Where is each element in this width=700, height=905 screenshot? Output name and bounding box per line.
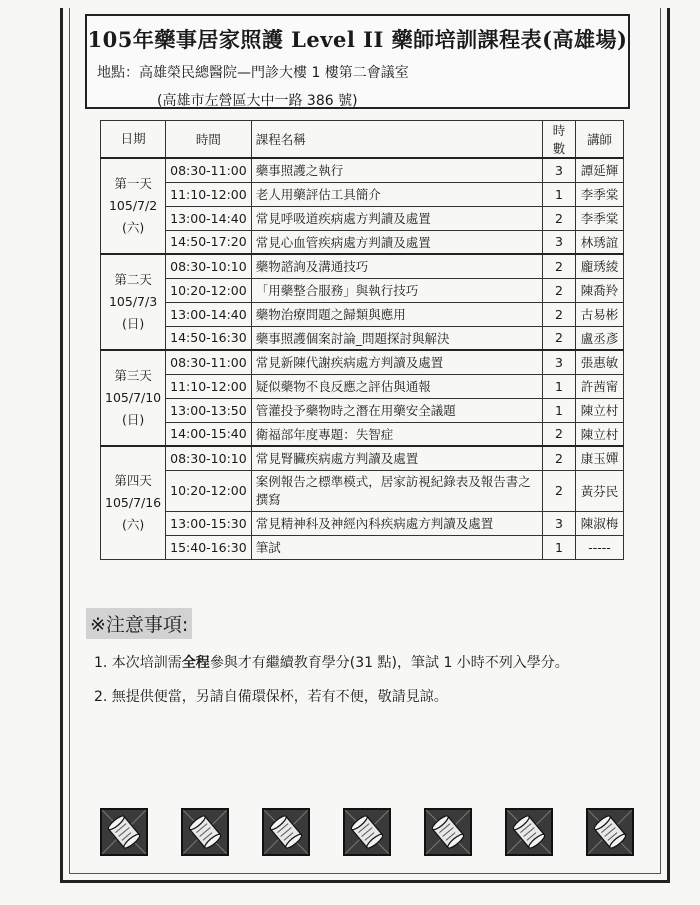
- session-hours: 2: [543, 446, 576, 470]
- session-lecturer: 康玉嬋: [576, 446, 624, 470]
- schedule-table: [100, 120, 624, 560]
- session-hours: 2: [543, 278, 576, 302]
- session-time: 11:10-12:00: [166, 182, 252, 206]
- session-course: 老人用藥評估工具簡介: [251, 182, 542, 206]
- day-group-3: [101, 350, 624, 446]
- address-text: (高雄市左營區大中一路 386 號): [157, 93, 358, 109]
- day-name: 第四天: [114, 472, 152, 488]
- session-time: 14:00-15:40: [166, 422, 252, 446]
- session-hours: 1: [543, 182, 576, 206]
- session-hours: 2: [543, 302, 576, 326]
- table-row: [101, 230, 624, 254]
- day-label: [101, 158, 166, 254]
- header-time: 時間: [166, 121, 252, 159]
- footer-icon-row: [96, 808, 636, 862]
- note-1-emphasis: 全程: [181, 655, 210, 671]
- day-name: 第三天: [114, 368, 152, 383]
- session-time: 15:40-16:30: [166, 535, 252, 559]
- session-time: 13:00-14:40: [166, 206, 252, 230]
- table-row: [101, 374, 624, 398]
- day-label: [101, 254, 166, 350]
- table-row: [101, 398, 624, 422]
- scroll-icon: [586, 808, 634, 856]
- session-lecturer: 古易彬: [576, 302, 624, 326]
- location-text: 地點：高雄榮民總醫院—門診大樓 1 樓第二會議室: [97, 65, 409, 81]
- session-lecturer: 譚延輝: [576, 158, 624, 182]
- session-lecturer: 李季棠: [576, 182, 624, 206]
- table-row: [101, 182, 624, 206]
- scroll-icon: [505, 808, 553, 856]
- session-course: 筆試: [251, 535, 542, 559]
- session-lecturer: 陳立村: [576, 422, 624, 446]
- header-lecturer: 講師: [576, 121, 624, 159]
- table-row: [101, 326, 624, 350]
- session-lecturer: 李季棠: [576, 206, 624, 230]
- session-hours: 1: [543, 535, 576, 559]
- table-row: [101, 446, 624, 470]
- note-1-suffix: 參與才有繼續教育學分(31 點)，筆試 1 小時不列入學分。: [209, 655, 569, 671]
- day-date: 105/7/16: [105, 494, 162, 510]
- table-row: [101, 158, 624, 182]
- session-lecturer: 陳立村: [576, 398, 624, 422]
- scroll-icon: [262, 808, 310, 856]
- table-row: [101, 278, 624, 302]
- session-lecturer: 盧丞彥: [576, 326, 624, 350]
- day-weekday: (六): [121, 220, 145, 235]
- session-course: 常見腎臟疾病處方判讀及處置: [251, 446, 542, 470]
- session-lecturer: -----: [576, 535, 624, 559]
- scroll-icon: [181, 808, 229, 856]
- session-course: 常見心血管疾病處方判讀及處置: [251, 230, 542, 254]
- session-time: 13:00-14:40: [166, 302, 252, 326]
- day-group-1: [101, 158, 624, 254]
- day-name: 第二天: [114, 272, 152, 287]
- day-name: 第一天: [114, 176, 152, 191]
- session-course: 藥事照護之執行: [251, 158, 542, 182]
- note-1-prefix: 1. 本次培訓需: [94, 655, 182, 671]
- session-hours: 1: [543, 374, 576, 398]
- session-time: 13:00-15:30: [166, 511, 252, 535]
- session-time: 08:30-10:10: [166, 254, 252, 278]
- table-row: [101, 422, 624, 446]
- session-time: 14:50-17:20: [166, 230, 252, 254]
- session-course: 藥物治療問題之歸類與應用: [251, 302, 542, 326]
- day-group-2: [101, 254, 624, 350]
- session-lecturer: 陳喬羚: [576, 278, 624, 302]
- session-course: 常見新陳代謝疾病處方判讀及處置: [251, 350, 542, 374]
- day-label: [101, 350, 166, 446]
- table-header-row: [101, 121, 624, 159]
- table-row: [101, 511, 624, 535]
- table-row: [101, 350, 624, 374]
- session-course: 藥物諮詢及溝通技巧: [251, 254, 542, 278]
- table-row: [101, 206, 624, 230]
- table-row: [101, 470, 624, 511]
- header-day: 日期: [101, 121, 166, 159]
- session-hours: 1: [543, 398, 576, 422]
- session-lecturer: 林琇誼: [576, 230, 624, 254]
- session-hours: 2: [543, 422, 576, 446]
- session-hours: 3: [543, 158, 576, 182]
- table-row: [101, 535, 624, 559]
- session-lecturer: 陳淑梅: [576, 511, 624, 535]
- session-time: 13:00-13:50: [166, 398, 252, 422]
- day-date: 105/7/2: [108, 198, 158, 213]
- day-group-4: [101, 446, 624, 559]
- note-item-1: [94, 652, 569, 672]
- notes-title: ※注意事項:: [86, 608, 192, 639]
- session-time: 14:50-16:30: [166, 326, 252, 350]
- session-lecturer: 黃芬民: [576, 470, 624, 511]
- session-lecturer: 龐琇綾: [576, 254, 624, 278]
- session-course: 案例報告之標準模式，居家訪視紀錄表及報告書之撰寫: [251, 470, 542, 511]
- scroll-icon: [343, 808, 391, 856]
- session-hours: 3: [543, 350, 576, 374]
- session-time: 10:20-12:00: [166, 470, 252, 511]
- session-lecturer: 張惠敏: [576, 350, 624, 374]
- note-item-2: 2. 無提供便當，另請自備環保杯，若有不便，敬請見諒。: [94, 689, 448, 705]
- session-course: 「用藥整合服務」與執行技巧: [251, 278, 542, 302]
- session-hours: 2: [543, 254, 576, 278]
- session-time: 11:10-12:00: [166, 374, 252, 398]
- day-weekday: (日): [121, 412, 145, 427]
- day-label: [101, 446, 166, 559]
- session-course: 管灌投予藥物時之潛在用藥安全議題: [251, 398, 542, 422]
- session-time: 08:30-10:10: [166, 446, 252, 470]
- scroll-icon: [100, 808, 148, 856]
- session-hours: 2: [543, 470, 576, 511]
- session-course: 藥事照護個案討論_問題探討與解決: [251, 326, 542, 350]
- session-time: 08:30-11:00: [166, 158, 252, 182]
- table-row: [101, 254, 624, 278]
- session-hours: 2: [543, 206, 576, 230]
- session-course: 衛福部年度專題：失智症: [251, 422, 542, 446]
- session-time: 08:30-11:00: [166, 350, 252, 374]
- session-lecturer: 許茜甯: [576, 374, 624, 398]
- session-time: 10:20-12:00: [166, 278, 252, 302]
- day-date: 105/7/10: [105, 390, 162, 405]
- session-course: 常見精神科及神經內科疾病處方判讀及處置: [251, 511, 542, 535]
- page-title: 105年藥事居家照護 Level II 藥師培訓課程表(高雄場): [87, 27, 628, 52]
- header-box: [85, 14, 630, 109]
- session-course: 疑似藥物不良反應之評估與通報: [251, 374, 542, 398]
- scroll-icon: [424, 808, 472, 856]
- session-course: 常見呼吸道疾病處方判讀及處置: [251, 206, 542, 230]
- table-row: [101, 302, 624, 326]
- session-hours: 2: [543, 326, 576, 350]
- session-hours: 3: [543, 230, 576, 254]
- day-weekday: (六): [121, 516, 145, 532]
- day-date: 105/7/3: [108, 294, 158, 309]
- header-hours: 時數: [543, 121, 576, 159]
- session-hours: 3: [543, 511, 576, 535]
- day-weekday: (日): [121, 316, 145, 331]
- header-course: 課程名稱: [251, 121, 542, 159]
